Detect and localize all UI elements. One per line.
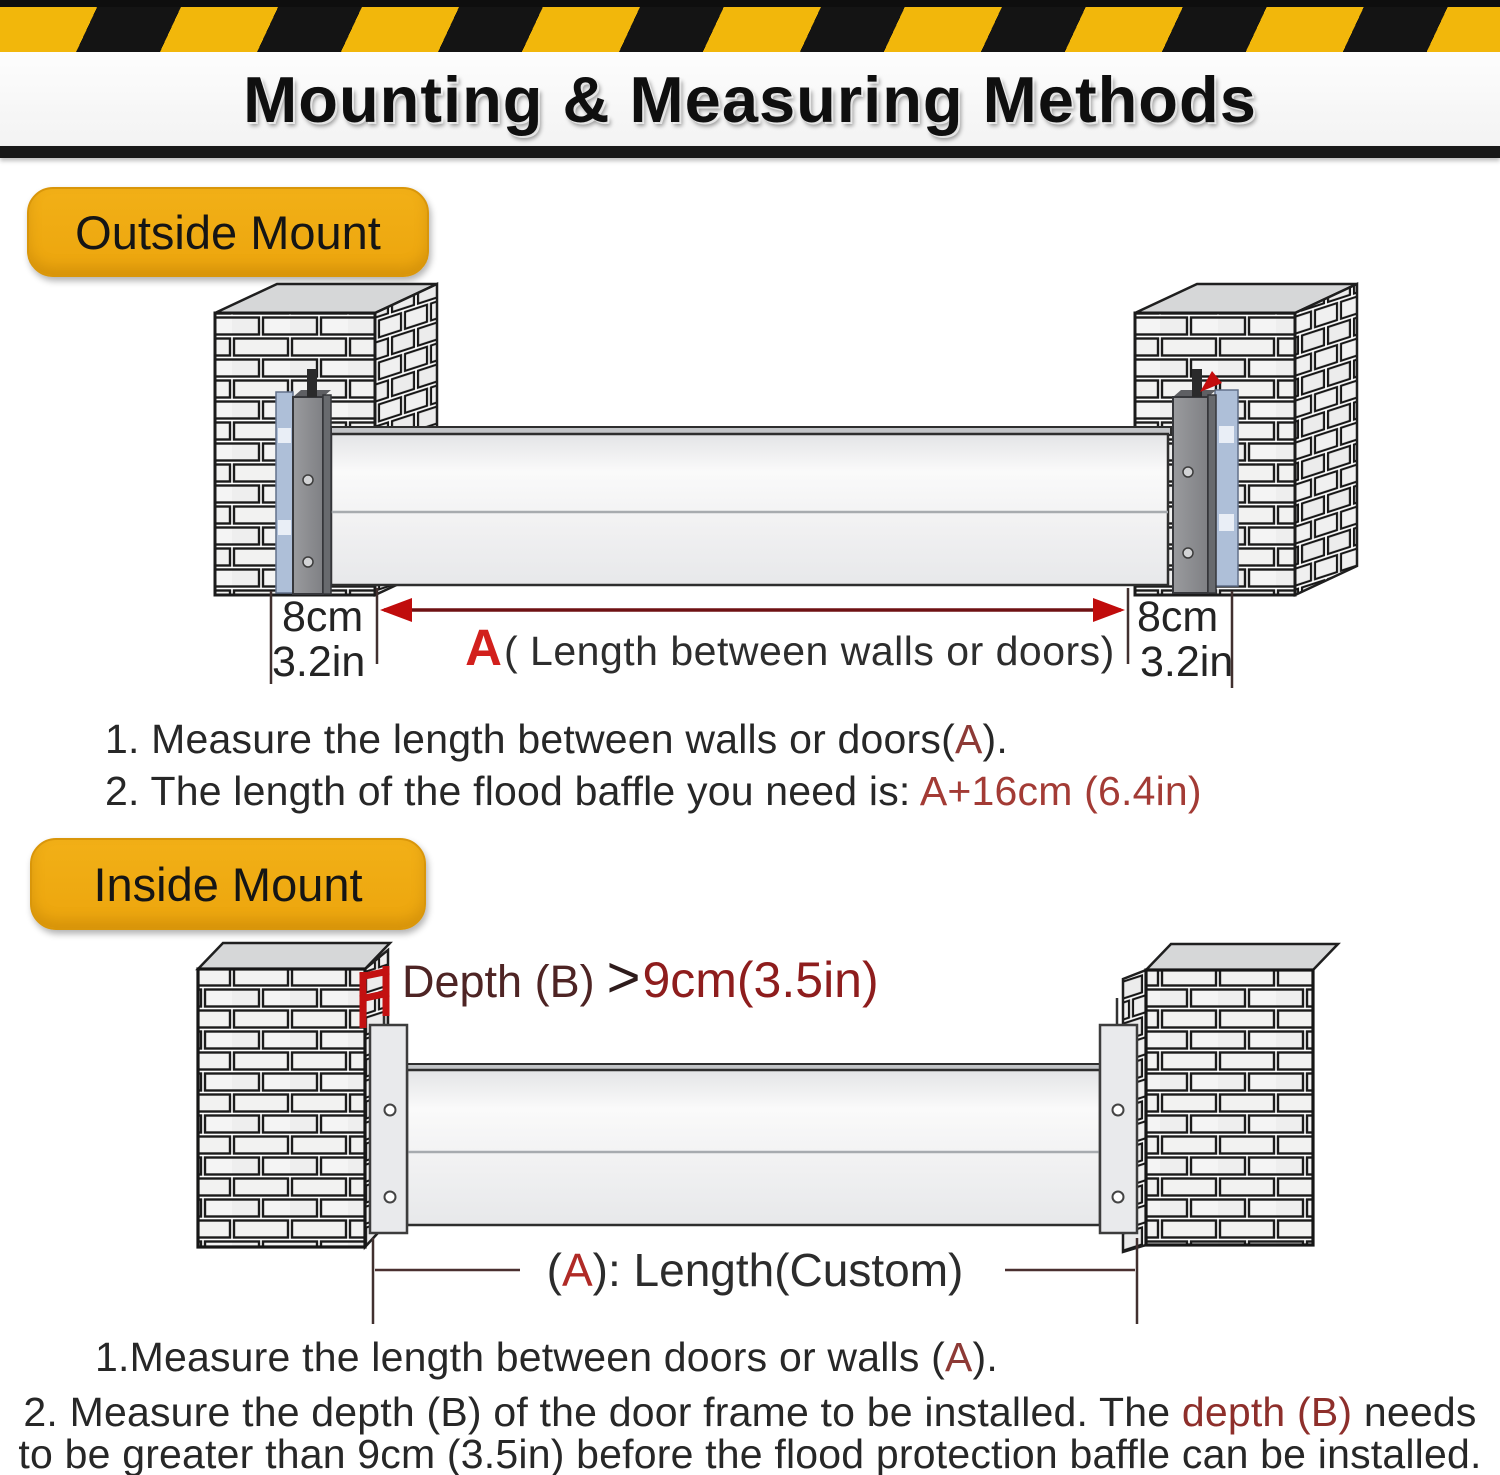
dimension-A: A <box>561 1244 593 1296</box>
step-highlight: depth (B) <box>1181 1389 1353 1435</box>
outside-right-channel <box>1173 369 1238 593</box>
inside-step-2-line-1 <box>0 1389 1500 1436</box>
step-text: needs <box>1352 1389 1477 1435</box>
seal-strip <box>276 392 293 593</box>
pillar-front-face <box>1146 970 1313 1245</box>
step-text: 1. Measure the length between walls or doors( <box>105 716 955 762</box>
dimension-A-caption: ( Length between walls or doors) <box>504 628 1115 674</box>
step-text: to be greater than 9cm (3.5in) before the flood protection baffle can be installed. <box>18 1431 1482 1475</box>
outside-left-dim-cm: 8cm <box>282 593 364 641</box>
label-text: ( <box>546 1244 562 1296</box>
seal-dot <box>278 428 291 443</box>
hazard-stripe-band <box>0 0 1500 52</box>
title-band <box>0 52 1500 146</box>
inside-left-channel <box>370 998 407 1233</box>
barrier-front <box>331 434 1168 585</box>
screw-hole <box>385 1105 396 1116</box>
outside-right-dim-cm: 8cm <box>1137 593 1219 641</box>
inside-step-1 <box>95 1334 998 1381</box>
outside-span-label <box>420 618 1160 677</box>
depth-value: 9cm(3.5in) <box>642 952 879 1008</box>
step-highlight: A <box>944 1334 973 1380</box>
pillar-side-face <box>1295 284 1357 595</box>
step-text: ). <box>982 716 1008 762</box>
screw-hole <box>385 1192 396 1203</box>
screw-hole <box>1113 1105 1124 1116</box>
outside-step-2 <box>105 768 1202 815</box>
channel-body <box>1173 397 1208 593</box>
pillar-top-face <box>1146 944 1338 970</box>
outside-left-dim-in: 3.2in <box>272 638 366 686</box>
seal-dot <box>1219 426 1234 443</box>
divider-bar <box>0 146 1500 158</box>
step-text: ). <box>972 1334 998 1380</box>
seal-dot <box>278 520 291 535</box>
channel-side <box>323 395 331 594</box>
seal-strip <box>1215 390 1238 586</box>
inside-mount-badge: Inside Mount <box>30 838 426 930</box>
screw-hole <box>1183 467 1193 477</box>
screw-hole <box>303 557 313 567</box>
channel-side <box>1208 395 1216 593</box>
flood-barrier <box>407 1064 1100 1225</box>
screw-hole <box>1113 1192 1124 1203</box>
inside-step-2-line-2 <box>0 1431 1500 1475</box>
seal-dot <box>1219 514 1234 531</box>
step-highlight: A+16cm (6.4in) <box>919 768 1202 814</box>
outside-left-channel <box>276 369 331 594</box>
page-title: Mounting & Measuring Methods <box>243 62 1257 136</box>
flood-barrier <box>331 427 1171 585</box>
outside-right-dim-in: 3.2in <box>1140 638 1234 686</box>
outside-step-1 <box>105 716 1008 763</box>
screw-hole <box>303 475 313 485</box>
screw-hole <box>1183 548 1193 558</box>
inside-right-channel <box>1100 998 1137 1233</box>
arrow-head-left-icon <box>380 598 412 622</box>
step-text: 1.Measure the length between doors or walls ( <box>95 1334 945 1380</box>
depth-name: Depth (B) <box>402 956 595 1007</box>
pillar-top-face <box>198 943 390 969</box>
pillar-front-face <box>198 969 365 1247</box>
label-text: ): Length(Custom) <box>592 1244 964 1296</box>
step-text: 2. The length of the flood baffle you need is: <box>105 768 920 814</box>
inside-right-pillar <box>1123 944 1338 1252</box>
inside-length-label <box>450 1243 1060 1297</box>
greater-than-sign: > <box>606 945 641 1010</box>
barrier-front <box>407 1070 1100 1225</box>
step-highlight: A <box>954 716 983 762</box>
depth-annotation <box>402 944 879 1011</box>
channel-anchor-tab <box>307 369 317 397</box>
step-text: 2. Measure the depth (B) of the door frame to be installed. The <box>23 1389 1182 1435</box>
outside-mount-badge: Outside Mount <box>27 187 429 277</box>
dimension-A: A <box>465 619 502 676</box>
channel-anchor-tab <box>1192 369 1202 397</box>
